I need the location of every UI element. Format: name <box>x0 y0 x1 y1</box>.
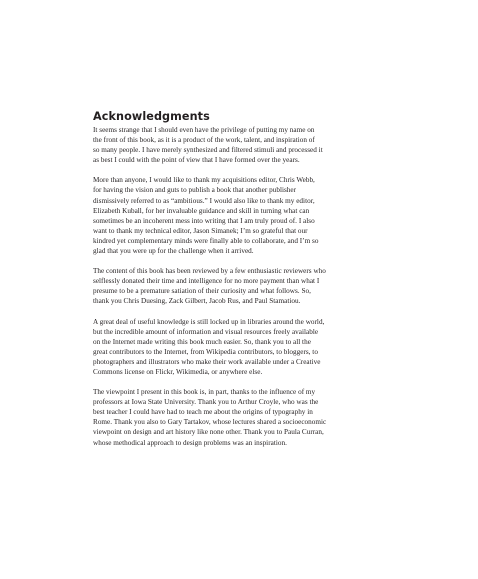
text-line: professors at Iowa State University. Thank you to Arthur Croyle, who was the <box>93 398 319 407</box>
text-line: as best I could with the point of view that I have formed over the years. <box>93 156 300 165</box>
text-line: the front of this book, as it is a product of the work, talent, and inspiration of <box>93 136 315 145</box>
text-line: on the Internet made writing this book much easier. So, thank you to all the <box>93 337 311 346</box>
text-line: viewpoint on design and art history like none other. Thank you to Paula Curran, <box>93 428 324 437</box>
text-line: It seems strange that I should even have the privilege of putting my name on <box>93 126 315 134</box>
text-line: presume to be a premature satiation of their curiosity and what follows. So, <box>93 287 311 296</box>
acknowledgments-section <box>93 110 393 458</box>
text-line: great contributors to the Internet, from Wikipedia contributors, to bloggers, to <box>93 347 318 356</box>
text-line: photographers and illustrators who make their work available under a Creative <box>93 357 321 366</box>
text-line: but the incredible amount of information and visual resources freely available <box>93 327 319 336</box>
text-line: dismissively referred to as “ambitious.” I would also like to thank my editor, <box>93 196 315 205</box>
text-line: The content of this book has been reviewed by a few enthusiastic reviewers who <box>93 267 326 276</box>
text-line: selflessly donated their time and intelligence for no more payment than what I <box>93 277 320 286</box>
section-heading: Acknowledgments <box>93 110 210 123</box>
text-line: Elizabeth Kuball, for her invaluable guidance and skill in turning what can <box>93 206 310 215</box>
text-line: whose methodical approach to design problems was an inspiration. <box>93 438 287 447</box>
text-line: sometimes be an incoherent mess into writing that I am truly proud of. I also <box>93 216 315 225</box>
paragraph <box>93 317 393 378</box>
text-line: so many people. I have merely synthesized and filtered stimuli and processed it <box>93 146 323 155</box>
paragraph <box>93 266 393 306</box>
text-line: A great deal of useful knowledge is still locked up in libraries around the world, <box>93 317 325 326</box>
text-line: want to thank my technical editor, Jason Simanek; I’m so grateful that our <box>93 226 308 235</box>
text-line: Rome. Thank you also to Gary Tartakov, whose lectures shared a socioeconomic <box>93 418 327 427</box>
paragraph <box>93 387 393 448</box>
text-line: best teacher I could have had to teach me about the origins of typography in <box>93 408 313 417</box>
text-line: The viewpoint I present in this book is, in part, thanks to the influence of my <box>93 388 316 397</box>
paragraph <box>93 125 393 165</box>
text-line: More than anyone, I would like to thank my acquisitions editor, Chris Webb, <box>93 176 315 185</box>
text-line: kindred yet complementary minds were finally able to collaborate, and I’m so <box>93 236 319 245</box>
text-line: glad that you were up for the challenge when it arrived. <box>93 247 254 256</box>
text-line: Commons license on Flickr, Wikimedia, or anywhere else. <box>93 367 263 376</box>
text-line: thank you Chris Duesing, Zack Gilbert, Jacob Rus, and Paul Stamatiou. <box>93 297 301 306</box>
text-line: for having the vision and guts to publish a book that another publisher <box>93 186 297 195</box>
paragraph <box>93 175 393 256</box>
